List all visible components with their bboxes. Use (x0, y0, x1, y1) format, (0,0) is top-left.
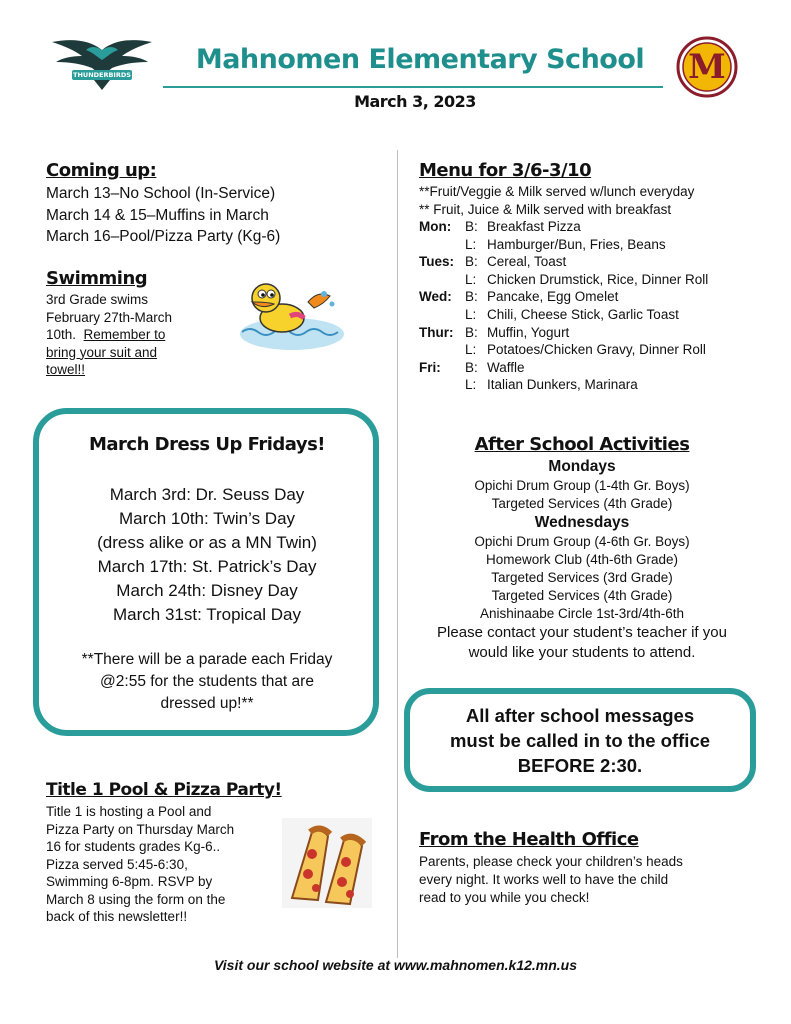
title1-heading: Title 1 Pool & Pizza Party! (46, 780, 282, 800)
swimming-heading: Swimming (46, 268, 148, 289)
title1-line: Pizza Party on Thursday March (46, 821, 235, 837)
footer-website: Visit our school website at www.mahnomen.k12.mn.us (213, 957, 578, 973)
column-divider (397, 150, 398, 958)
health-line: Parents, please check your children’s heads (419, 854, 683, 869)
menu-meal: L: (465, 306, 477, 322)
menu-day: Tues: (419, 254, 455, 270)
dress-up-day: March 3rd: Dr. Seuss Day (109, 485, 305, 504)
messages-text (410, 703, 750, 778)
menu-item-text: Pancake, Egg Omelet (487, 289, 619, 305)
dress-up-day: March 17th: St. Patrick’s Day (97, 557, 317, 576)
menu-note: ** Fruit, Juice & Milk served with breakfast (419, 201, 672, 217)
menu-meal: L: (465, 342, 477, 358)
menu-row (419, 359, 779, 377)
parade-note-line: @2:55 for the students that are (100, 673, 314, 690)
menu-item-text: Chicken Drumstick, Rice, Dinner Roll (487, 271, 709, 287)
menu-item-text: Breakfast Pizza (487, 219, 581, 234)
thunderbirds-logo (50, 36, 154, 92)
swimming-reminder: bring your suit and (46, 344, 158, 360)
menu-day: Wed: (419, 289, 452, 305)
menu-item-text: Hamburger/Bun, Fries, Beans (487, 236, 666, 252)
parade-note (40, 649, 374, 715)
menu-meal: L: (465, 236, 477, 252)
after-school-heading: After School Activities (474, 434, 690, 455)
menu-row (419, 376, 779, 394)
page-title: Mahnomen Elementary School (195, 44, 645, 75)
menu-table (419, 218, 779, 394)
swimming-line: February 27th-March (46, 309, 173, 325)
menu-row (419, 236, 779, 254)
menu-day: Mon: (419, 219, 452, 234)
health-line: every night. It works well to have the child (419, 872, 669, 887)
menu-item-text: Waffle (487, 359, 525, 375)
after-school-list (412, 457, 752, 663)
menu-meal: L: (465, 377, 477, 393)
menu-day: Fri: (419, 359, 441, 375)
dress-up-day: March 31st: Tropical Day (112, 605, 301, 624)
title1-line: Swimming 6-8pm. RSVP by (46, 874, 213, 889)
dress-up-day: March 24th: Disney Day (116, 581, 298, 600)
activity-item: Homework Club (4th-6th Grade) (485, 552, 679, 567)
menu-row (419, 341, 779, 359)
swimming-line: 3rd Grade swims (46, 292, 149, 307)
parade-note-line: dressed up!** (160, 695, 254, 712)
dress-up-day: March 10th: Twin’s Day (118, 509, 296, 528)
menu-meal: B: (465, 324, 478, 340)
menu-row (419, 253, 779, 271)
mondays-label: Mondays (548, 458, 616, 475)
title1-line: back of this newsletter!! (46, 909, 188, 924)
coming-up-item: March 14 & 15–Muffins in March (46, 206, 269, 224)
menu-item-text: Chili, Cheese Stick, Garlic Toast (487, 306, 679, 322)
coming-up-list (46, 183, 376, 248)
menu-row (419, 324, 779, 342)
swimming-line: 10th. (46, 327, 77, 342)
menu-row (419, 288, 779, 306)
thunderbird-icon (50, 36, 154, 92)
menu-item-text: Muffin, Yogurt (487, 324, 570, 340)
coming-up-heading: Coming up: (46, 160, 157, 181)
activity-item: Anishinaabe Circle 1st-3rd/4th-6th (479, 606, 685, 621)
title1-line: March 8 using the form on the (46, 891, 226, 907)
activity-item: Targeted Services (4th Grade) (491, 588, 673, 603)
menu-meal: B: (465, 359, 478, 375)
menu-meal: B: (465, 254, 478, 270)
health-heading: From the Health Office (419, 829, 639, 850)
health-line: read to you while you check! (419, 890, 590, 905)
menu-heading: Menu for 3/6-3/10 (419, 160, 592, 181)
activity-item: Opichi Drum Group (1-4th Gr. Boys) (474, 478, 690, 493)
swimming-reminder: Remember to (83, 327, 166, 342)
title1-line: 16 for students grades Kg-6.. (46, 839, 221, 854)
logo-text: THUNDERBIRDS (73, 71, 131, 79)
menu-day: Thur: (419, 324, 454, 340)
coming-up-item: March 16–Pool/Pizza Party (Kg-6) (46, 228, 281, 245)
menu-row (419, 306, 779, 324)
m-logo-letter: M (688, 47, 726, 87)
pizza-illustration (282, 818, 372, 908)
duck-icon (234, 272, 344, 356)
dress-up-days (40, 483, 374, 627)
dress-up-heading: March Dress Up Fridays! (89, 434, 325, 455)
menu-note: **Fruit/Veggie & Milk served w/lunch everyday (419, 184, 695, 199)
contact-line: would like your students to attend. (468, 644, 696, 661)
wednesdays-label: Wednesdays (534, 514, 630, 531)
messages-line: BEFORE 2:30. (517, 755, 643, 776)
title1-text (46, 803, 276, 926)
contact-line: Please contact your student’s teacher if you (437, 624, 727, 641)
menu-item-text: Cereal, Toast (487, 254, 567, 270)
title-underline (163, 86, 663, 88)
menu-meal: L: (465, 271, 477, 287)
activity-item: Targeted Services (3rd Grade) (491, 570, 673, 585)
menu-notes (419, 183, 759, 218)
swimming-text (46, 291, 246, 379)
health-text (419, 853, 759, 907)
messages-line: must be called in to the office (449, 730, 711, 751)
swimming-duck-illustration (234, 272, 344, 356)
dress-up-day: (dress alike or as a MN Twin) (97, 533, 317, 552)
menu-item-text: Potatoes/Chicken Gravy, Dinner Roll (487, 342, 706, 358)
mahnomen-m-logo (676, 36, 738, 98)
parade-note-line: **There will be a parade each Friday (81, 651, 333, 668)
messages-line: All after school messages (465, 705, 695, 726)
menu-meal: B: (465, 289, 478, 305)
menu-meal: B: (465, 219, 478, 234)
menu-row (419, 271, 779, 289)
swimming-reminder: towel!! (46, 362, 86, 377)
menu-row (419, 218, 779, 236)
activity-item: Targeted Services (4th Grade) (491, 496, 673, 511)
title1-line: Pizza served 5:45-6:30, (46, 856, 188, 872)
coming-up-item: March 13–No School (In-Service) (46, 185, 276, 202)
menu-item-text: Italian Dunkers, Marinara (487, 377, 638, 393)
title1-line: Title 1 is hosting a Pool and (46, 804, 212, 819)
newsletter-date: March 3, 2023 (354, 92, 476, 111)
activity-item: Opichi Drum Group (4-6th Gr. Boys) (474, 534, 690, 549)
pizza-slice-icon (282, 818, 372, 908)
